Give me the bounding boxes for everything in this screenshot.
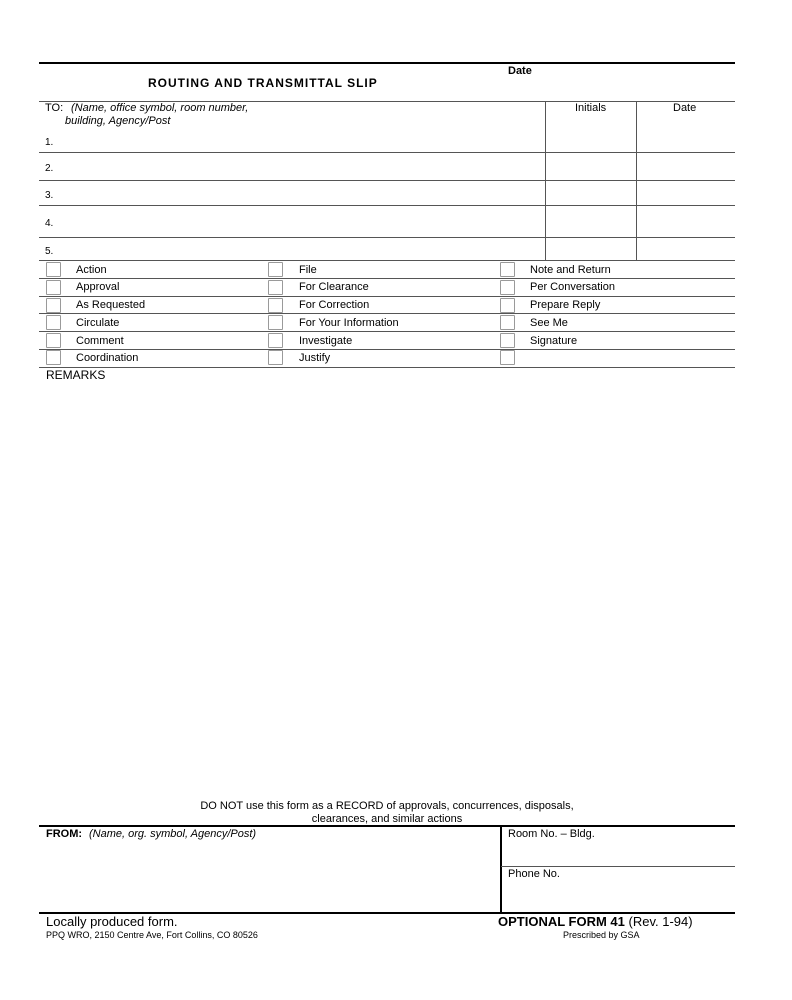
from-hint: (Name, org. symbol, Agency/Post) [89,828,257,840]
form-name: OPTIONAL FORM 41 [498,914,625,929]
actions-bottom-rule [39,367,735,368]
from-label: FROM: [46,828,83,840]
checkbox-action[interactable] [46,262,61,277]
action-row-divider-4 [39,331,735,332]
to-row-divider-1 [39,152,735,153]
checkbox-per-conversation[interactable] [500,280,515,295]
to-row-2-number: 2. [45,163,54,174]
remarks-label: REMARKS [46,368,106,382]
action-label-coordination: Coordination [76,352,139,364]
to-row-5-date-input[interactable] [638,239,734,259]
action-label-prepare-reply: Prepare Reply [530,299,601,311]
checkbox-as-requested[interactable] [46,298,61,313]
to-row-1-date-input[interactable] [638,130,734,151]
action-label-per-conversation: Per Conversation [530,281,615,293]
action-label-file: File [299,264,317,276]
to-row-4-date-input[interactable] [638,207,734,236]
to-row-1-initials-input[interactable] [547,130,634,151]
to-row-1-input[interactable] [58,130,542,151]
to-row-3-date-input[interactable] [638,182,734,204]
checkbox-justify[interactable] [268,350,283,365]
phone-label: Phone No. [508,868,560,880]
room-phone-divider [501,866,735,867]
to-row-divider-4 [39,237,735,238]
to-row-divider-2 [39,180,735,181]
header-date-label: Date [508,65,532,77]
form-identifier [498,914,693,929]
action-label-justify: Justify [299,352,331,364]
checkbox-approval[interactable] [46,280,61,295]
to-row-4-input[interactable] [58,207,542,236]
checkbox-note-and-return[interactable] [500,262,515,277]
notice-line1: DO NOT use this form as a RECORD of approvals, concurrences, disposals, [200,800,574,812]
checkbox-for-correction[interactable] [268,298,283,313]
initials-header: Initials [575,102,607,114]
checkbox-for-clearance[interactable] [268,280,283,295]
action-label-comment: Comment [76,335,124,347]
notice-line2: clearances, and similar actions [311,813,463,825]
action-label-as-requested: As Requested [76,299,146,311]
to-row-2-date-input[interactable] [638,154,734,178]
checkbox-prepare-reply[interactable] [500,298,515,313]
action-label-circulate: Circulate [76,317,120,329]
action-label-see-me: See Me [530,317,568,329]
to-row-5-initials-input[interactable] [547,239,634,259]
action-label-signature: Signature [530,335,578,347]
action-row-divider-1 [39,278,735,279]
form-title: ROUTING AND TRANSMITTAL SLIP [148,76,378,90]
action-blank-entry-input[interactable] [518,350,734,366]
action-label-action: Action [76,264,107,276]
locally-produced-text: Locally produced form. [46,914,178,929]
action-label-for-correction: For Correction [299,299,370,311]
action-row-divider-3 [39,313,735,314]
remarks-textarea[interactable] [40,384,734,794]
action-label-for-your-information: For Your Information [299,317,399,329]
checkbox-circulate[interactable] [46,315,61,330]
to-label: TO: [45,102,64,114]
to-row-3-initials-input[interactable] [547,182,634,204]
to-row-1-number: 1. [45,137,54,148]
to-row-divider-3 [39,205,735,206]
room-bldg-label: Room No. – Bldg. [508,828,595,840]
phone-input[interactable] [504,882,734,910]
to-row-3-number: 3. [45,190,54,201]
prescribed-by: Prescribed by GSA [563,930,640,940]
to-date-header: Date [673,102,697,114]
checkbox-see-me[interactable] [500,315,515,330]
to-row-2-initials-input[interactable] [547,154,634,178]
to-row-4-initials-input[interactable] [547,207,634,236]
checkbox-investigate[interactable] [268,333,283,348]
room-bldg-input[interactable] [504,842,734,864]
to-section-bottom-rule [39,260,735,261]
to-hint-line2: building, Agency/Post [65,115,171,127]
checkbox-signature[interactable] [500,333,515,348]
action-label-for-clearance: For Clearance [299,281,369,293]
checkbox-for-your-information[interactable] [268,315,283,330]
footer-address: PPQ WRO, 2150 Centre Ave, Fort Collins, CO 80526 [46,930,258,940]
top-rule [39,62,735,64]
checkbox-file[interactable] [268,262,283,277]
from-column-divider [500,825,502,913]
action-label-investigate: Investigate [299,335,353,347]
form-revision: (Rev. 1-94) [628,914,693,929]
from-top-rule [39,825,735,827]
checkbox-coordination[interactable] [46,350,61,365]
from-input[interactable] [40,842,496,910]
to-hint-line1: (Name, office symbol, room number, [71,102,249,114]
to-row-3-input[interactable] [58,182,542,204]
action-row-divider-2 [39,296,735,297]
to-row-5-number: 5. [45,246,54,257]
to-row-5-input[interactable] [58,239,542,259]
to-row-2-input[interactable] [58,154,542,178]
checkbox-comment[interactable] [46,333,61,348]
action-label-note-and-return: Note and Return [530,264,611,276]
checkbox-blank[interactable] [500,350,515,365]
to-row-4-number: 4. [45,218,54,229]
action-label-approval: Approval [76,281,120,293]
